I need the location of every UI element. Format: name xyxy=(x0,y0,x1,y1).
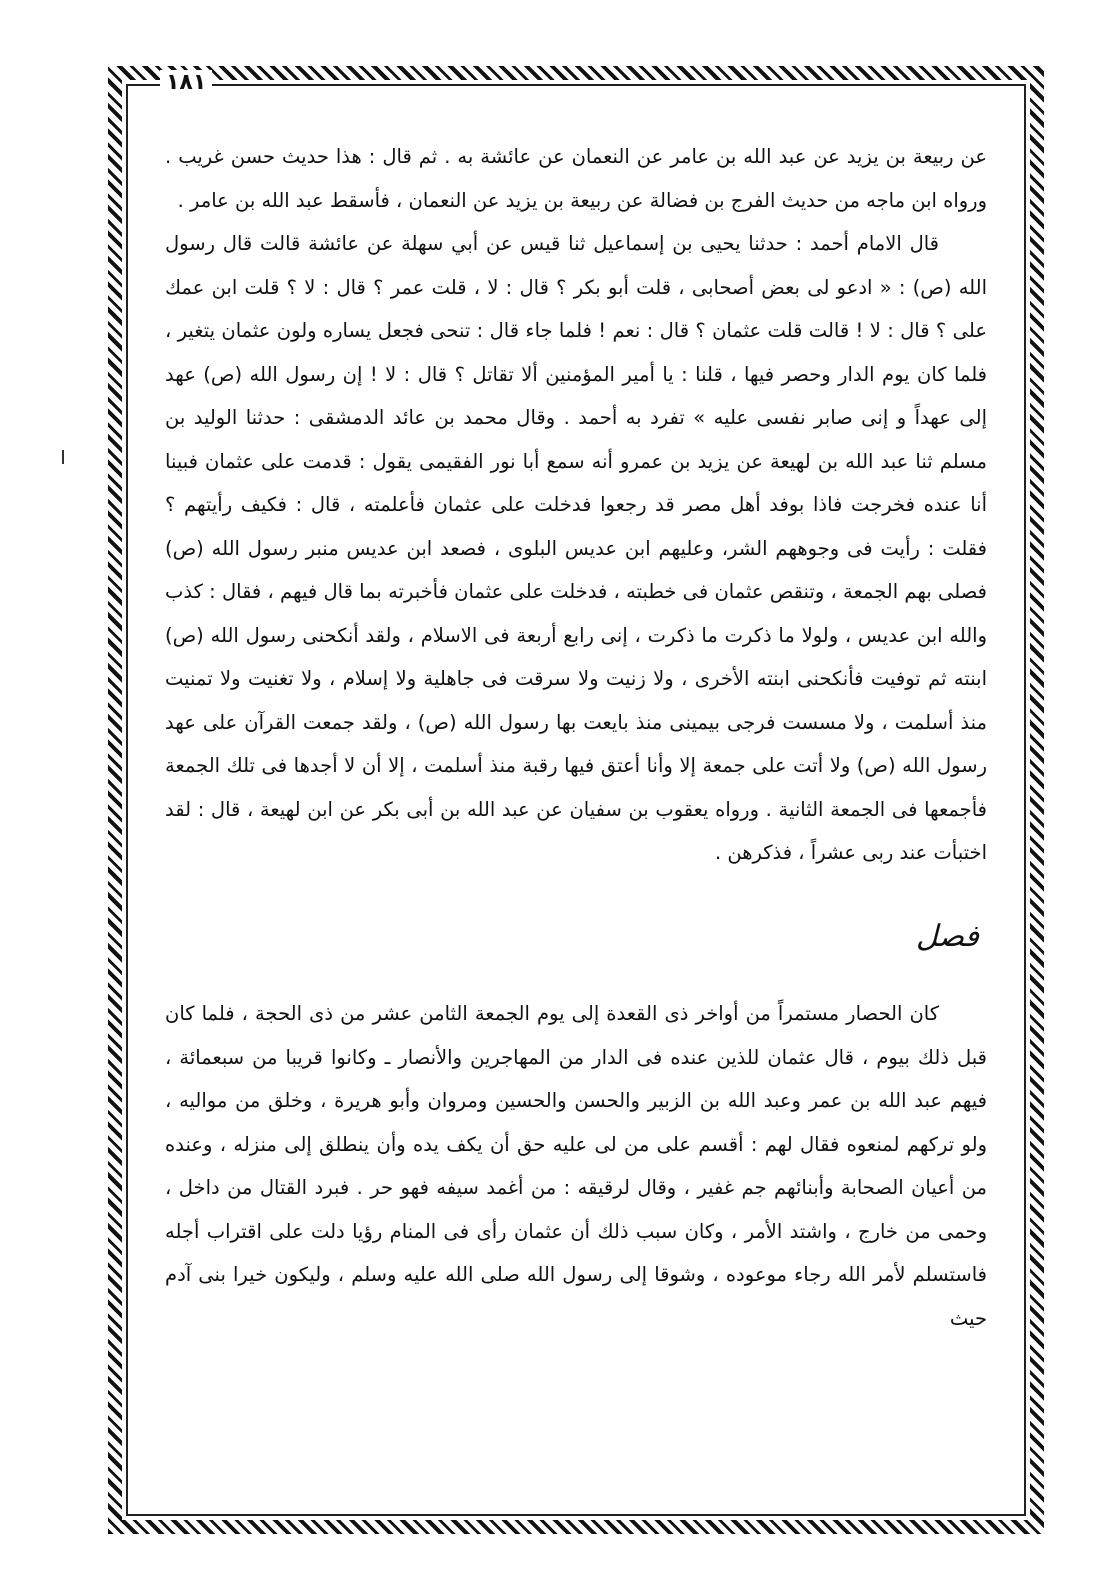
page-body xyxy=(165,135,987,1340)
paragraph: عن ربيعة بن يزيد عن عبد الله بن عامر عن النعمان عن عائشة به . ثم قال : هذا حديث حسن غريب . ورواه ابن ماجه من حديث الفرج بن فضالة عن ربيعة بن يزيد عن النعمان ، فأسقط عبد الله بن عامر . xyxy=(165,145,987,212)
page-number: ١٨١ xyxy=(160,70,212,95)
section-title: فصل xyxy=(915,918,979,954)
paragraph: قال الامام أحمد : حدثنا يحيى بن إسماعيل ثنا قيس عن أبي سهلة عن عائشة قالت قال رسول الله (ص) : « ادعو لى بعض أصحابى ، قلت أبو بكر ؟ قال : لا ، قلت عمر ؟ قال : لا ؟ قلت ابن عمك على ؟ قال : لا ! قالت قلت عثمان ؟ قال : نعم ! فلما جاء قال : تنحى فجعل يساره ولون عثمان يتغير ، فلما كان يوم الدار وحصر فيها ، قلنا : يا أمير المؤمنين ألا تقاتل ؟ قال : لا ! إن رسول الله (ص) عهد إلى عهداً و إنى صابر نفسى عليه » تفرد به أحمد . وقال محمد بن عائد الدمشقى : حدثنا الوليد بن مسلم ثنا عبد الله بن لهيعة عن يزيد بن عمرو أنه سمع أبا نور الفقيمى يقول : قدمت على عثمان فبينا أنا عنده فخرجت فاذا بوفد أهل مصر قد رجعوا فدخلت على عثمان فأعلمته ، قال : فكيف رأيتهم ؟ فقلت : رأيت فى وجوههم الشر، وعليهم ابن عديس البلوى ، فصعد ابن عديس منبر رسول الله (ص) فصلى بهم الجمعة ، وتنقص عثمان فى خطبته ، فدخلت على عثمان فأخبرته بما قال فيهم ، فقال : كذب والله ابن عديس ، ولولا ما ذكرت ما ذكرت ، إنى رابع أربعة فى الاسلام ، ولقد أنكحنى رسول الله (ص) ابنته ثم توفيت فأنكحنى ابنته الأخرى ، ولا زنيت ولا سرقت فى جاهلية ولا إسلام ، ولا تغنيت ولا تمنيت منذ أسلمت ، ولا مسست فرجى بيمينى منذ بايعت بها رسول الله (ص) ، ولقد جمعت القرآن على عهد رسول الله (ص) ولا أتت على جمعة إلا وأنا أعتق فيها رقبة منذ أسلمت ، إلا أن لا أجدها فى تلك الجمعة فأجمعها فى الجمعة الثانية . ورواه يعقوب بن سفيان عن عبد الله بن أبى بكر عن ابن لهيعة ، قال : لقد اختبأت عند ربى عشراً ، فذكرهن . xyxy=(165,232,987,864)
margin-mark xyxy=(62,450,64,464)
paragraph: كان الحصار مستمراً من أواخر ذى القعدة إلى يوم الجمعة الثامن عشر من ذى الحجة ، فلما كان قبل ذلك بيوم ، قال عثمان للذين عنده فى الدار من المهاجرين والأنصار ـ وكانوا قريبا من سبعمائة ، فيهم عبد الله بن عمر وعبد الله بن الزبير والحسن والحسين ومروان وأبو هريرة ، وخلق من مواليه ، ولو تركهم لمنعوه فقال لهم : أقسم على من لى عليه حق أن يكف يده وأن ينطلق إلى منزله ، وعنده من أعيان الصحابة وأبنائهم جم غفير ، وقال لرقيقه : من أغمد سيفه فهو حر . فبرد القتال من داخل ، وحمى من خارج ، واشتد الأمر ، وكان سبب ذلك أن عثمان رأى فى المنام رؤيا دلت على اقتراب أجله فاستسلم لأمر الله رجاء موعوده ، وشوقا إلى رسول الله صلى الله عليه وسلم ، وليكون خيرا بنى آدم حيث xyxy=(165,1002,987,1330)
